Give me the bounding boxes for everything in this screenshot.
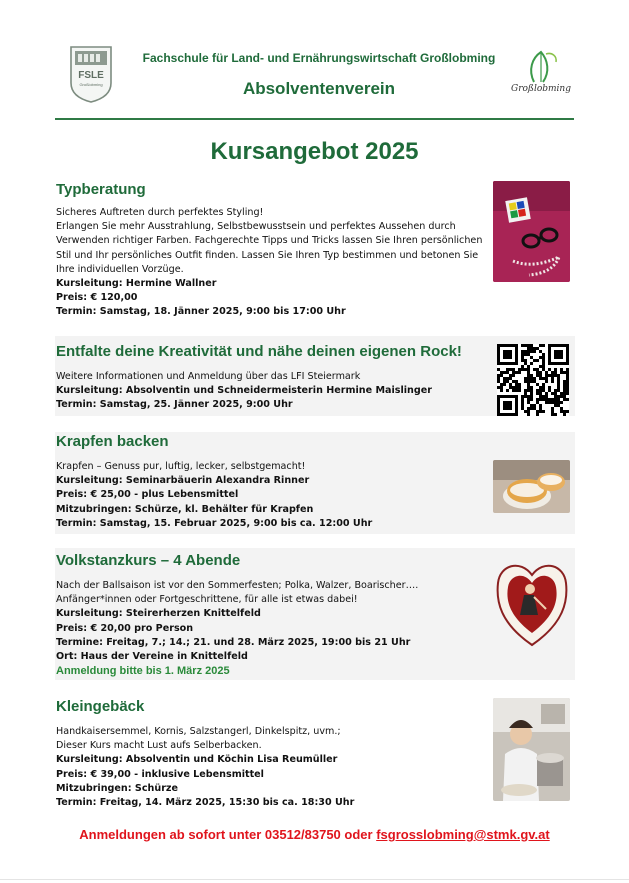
course-date: Termin: Samstag, 25. Jänner 2025, 9:00 Uhr xyxy=(56,399,293,411)
school-logo-text: FSLE xyxy=(78,70,104,81)
grosslobming-logo-text: Großlobming xyxy=(511,84,571,94)
footer-registration xyxy=(0,827,629,842)
school-name: Fachschule für Land- und Ernährungswirtschaft Großlobming xyxy=(142,51,496,65)
steirerherzen-emblem xyxy=(494,553,570,649)
course-body-volkstanz xyxy=(56,579,486,678)
course-bring: Mitzubringen: Schürze xyxy=(56,782,179,794)
course-text-line: Erlangen Sie mehr Ausstrahlung, Selbstbewusstsein und perfektes Aussehen durch xyxy=(56,221,456,233)
course-bring: Mitzubringen: Schürze, kl. Behälter für Krapfen xyxy=(56,503,314,515)
course-body-typberatung xyxy=(56,206,486,320)
course-price: Preis: € 20,00 pro Person xyxy=(56,622,194,634)
course-instructor: Kursleitung: Absolventin und Schneidermeisterin Hermine Maislinger xyxy=(56,385,432,397)
course-text-line: Sicheres Auftreten durch perfektes Styling! xyxy=(56,207,264,218)
grosslobming-logo xyxy=(510,48,572,104)
school-logo xyxy=(69,45,113,103)
qr-code[interactable] xyxy=(497,344,569,416)
course-text-line: Stil und Ihr persönliches Outfit finden. Lassen Sie Ihren Typ bestimmen und betonen Sie xyxy=(56,249,479,261)
course-date: Termin: Samstag, 15. Februar 2025, 9:00 bis ca. 12:00 Uhr xyxy=(56,517,373,529)
course-dates: Termine: Freitag, 7.; 14.; 21. und 28. März 2025, 19:00 bis 21 Uhr xyxy=(56,636,411,648)
krapfen-photo xyxy=(493,460,570,513)
baker-photo xyxy=(493,698,570,801)
course-price: Preis: € 39,00 - inklusive Lebensmittel xyxy=(56,768,264,780)
course-text-line: Handkaisersemmel, Kornis, Salzstangerl, Dinkelspitz, uvm.; xyxy=(56,726,341,737)
course-heading-volkstanz: Volkstanzkurs – 4 Abende xyxy=(56,552,241,569)
course-text-line: Verwenden richtiger Farben. Fachgerechte Tipps und Tricks lassen Sie Ihren persönlichen xyxy=(56,235,483,247)
course-instructor: Kursleitung: Absolventin und Köchin Lisa Reumüller xyxy=(56,754,338,766)
course-body-kleingebaeck xyxy=(56,725,486,810)
course-location: Ort: Haus der Vereine in Knittelfeld xyxy=(56,651,248,663)
course-heading-kleingebaeck: Kleingebäck xyxy=(56,698,145,715)
course-text-line: Nach der Ballsaison ist vor den Sommerfesten; Polka, Walzer, Boarischer…. xyxy=(56,580,419,591)
course-body-krapfen xyxy=(56,460,486,531)
course-text-line: Weitere Informationen und Anmeldung über das LFI Steiermark xyxy=(56,371,361,382)
email-link[interactable]: fsgrosslobming@stmk.gv.at xyxy=(376,827,550,842)
course-heading-rock: Entfalte deine Kreativität und nähe deinen eigenen Rock! xyxy=(56,343,462,360)
page-bottom-rule xyxy=(0,879,629,880)
school-logo-subtext: Großlobming xyxy=(79,82,103,87)
footer-text: Anmeldungen ab sofort unter 03512/83750 oder xyxy=(79,827,377,842)
course-heading-krapfen: Krapfen backen xyxy=(56,433,169,450)
course-price: Preis: € 120,00 xyxy=(56,292,138,304)
course-price: Preis: € 25,00 - plus Lebensmittel xyxy=(56,489,239,501)
course-text-line: Ihre individuellen Vorzüge. xyxy=(56,263,184,275)
course-instructor: Kursleitung: Hermine Wallner xyxy=(56,278,217,290)
course-text-line: Dieser Kurs macht Lust aufs Selberbacken. xyxy=(56,740,262,752)
page-title: Kursangebot 2025 xyxy=(210,138,419,165)
course-instructor: Kursleitung: Steirerherzen Knittelfeld xyxy=(56,608,261,620)
header-rule xyxy=(55,118,574,120)
course-date: Termin: Freitag, 14. März 2025, 15:30 bis ca. 18:30 Uhr xyxy=(56,797,355,809)
course-instructor: Kursleitung: Seminarbäuerin Alexandra Rinner xyxy=(56,475,310,487)
course-date: Termin: Samstag, 18. Jänner 2025, 9:00 bis 17:00 Uhr xyxy=(56,306,346,318)
course-heading-typberatung: Typberatung xyxy=(56,181,146,198)
course-text-line: Krapfen – Genuss pur, luftig, lecker, selbstgemacht! xyxy=(56,461,306,472)
styling-photo xyxy=(493,181,570,282)
registration-deadline: Anmeldung bitte bis 1. März 2025 xyxy=(56,665,230,678)
association-name: Absolventenverein xyxy=(242,79,396,98)
course-body-rock xyxy=(56,370,486,413)
course-text-line: Anfänger*innen oder Fortgeschrittene, für alle ist etwas dabei! xyxy=(56,594,358,606)
